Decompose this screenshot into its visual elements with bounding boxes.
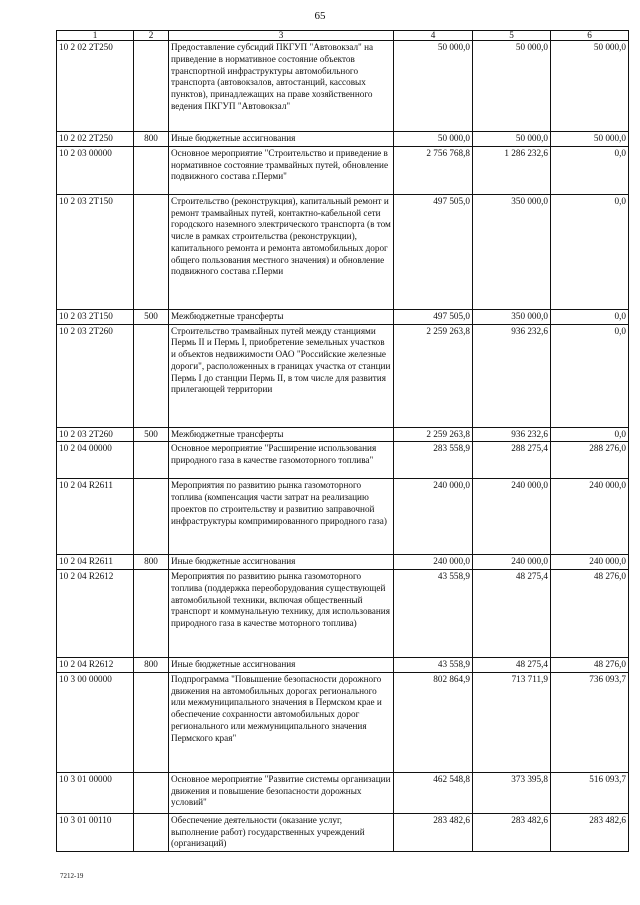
cell-name: Иные бюджетные ассигнования [169,658,394,673]
cell-expense-type [134,194,169,309]
cell-code: 10 2 04 R2612 [57,658,134,673]
cell-amount-year1: 240 000,0 [394,555,473,570]
cell-expense-type [134,570,169,658]
cell-amount-year2: 240 000,0 [473,555,551,570]
cell-amount-year1: 2 259 263,8 [394,324,473,427]
cell-amount-year3: 0,0 [551,427,629,442]
cell-amount-year1: 497 505,0 [394,309,473,324]
cell-amount-year2: 350 000,0 [473,194,551,309]
cell-amount-year1: 43 558,9 [394,658,473,673]
table-row [57,427,629,442]
cell-expense-type [134,813,169,851]
cell-name: Подпрограмма "Повышение безопасности дорожного движения на автомобильных дорогах регионального или межмуниципального значения в Пермском крае и обеспечение сохранности автомобильных дорог регионального или межмуниципального значения Пермского края" [169,672,394,772]
cell-amount-year2: 48 275,4 [473,570,551,658]
cell-name: Строительство трамвайных путей между станциями Пермь II и Пермь I, приобретение земельных участков и объектов недвижимости ОАО "Российские железные дороги", расположенных в границах участка от станции Пермь I до станции Пермь II, в том числе для развития прилегающей территории [169,324,394,427]
cell-amount-year1: 2 756 768,8 [394,146,473,194]
cell-expense-type [134,479,169,555]
budget-table [56,30,629,852]
cell-amount-year1: 497 505,0 [394,194,473,309]
column-header: 4 [394,31,473,41]
cell-amount-year1: 283 482,6 [394,813,473,851]
cell-expense-type [134,41,169,132]
cell-amount-year1: 50 000,0 [394,41,473,132]
cell-amount-year2: 288 275,4 [473,442,551,479]
cell-name: Основное мероприятие "Расширение использования природного газа в качестве газомоторного топлива" [169,442,394,479]
column-header: 6 [551,31,629,41]
cell-expense-type [134,146,169,194]
cell-amount-year3: 288 276,0 [551,442,629,479]
cell-name: Основное мероприятие "Строительство и приведение в нормативное состояние трамвайных путей, обновление подвижного состава г.Перми" [169,146,394,194]
cell-expense-type: 800 [134,658,169,673]
cell-code: 10 2 04 00000 [57,442,134,479]
cell-amount-year3: 0,0 [551,324,629,427]
cell-amount-year3: 240 000,0 [551,479,629,555]
table-row [57,324,629,427]
cell-amount-year1: 283 558,9 [394,442,473,479]
column-header: 2 [134,31,169,41]
cell-amount-year1: 802 864,9 [394,672,473,772]
cell-amount-year3: 736 093,7 [551,672,629,772]
table-row [57,479,629,555]
cell-amount-year3: 0,0 [551,146,629,194]
column-header: 5 [473,31,551,41]
table-row [57,555,629,570]
table-row [57,309,629,324]
cell-amount-year3: 240 000,0 [551,555,629,570]
cell-amount-year2: 713 711,9 [473,672,551,772]
cell-amount-year2: 48 275,4 [473,658,551,673]
cell-amount-year3: 50 000,0 [551,41,629,132]
table-row [57,658,629,673]
cell-expense-type: 800 [134,132,169,147]
cell-code: 10 3 01 00000 [57,772,134,813]
cell-code: 10 2 02 2Т250 [57,41,134,132]
table-row [57,194,629,309]
cell-expense-type [134,672,169,772]
cell-amount-year3: 516 093,7 [551,772,629,813]
cell-name: Предоставление субсидий ПКГУП "Автовокзал" на приведение в нормативное состояние объектов транспортной инфраструктуры автомобильного транспорта (автовокзалов, автостанций, кассовых пунктов), принадлежащих на праве хозяйственного ведения ПКГУП "Автовокзал" [169,41,394,132]
cell-amount-year1: 240 000,0 [394,479,473,555]
cell-expense-type: 500 [134,427,169,442]
cell-code: 10 2 03 2Т150 [57,309,134,324]
cell-code: 10 2 04 R2611 [57,555,134,570]
cell-amount-year2: 936 232,6 [473,324,551,427]
cell-name: Обеспечение деятельности (оказание услуг, выполнение работ) государственных учреждений (организаций) [169,813,394,851]
cell-amount-year3: 0,0 [551,194,629,309]
cell-expense-type: 800 [134,555,169,570]
column-header: 1 [57,31,134,41]
cell-amount-year2: 50 000,0 [473,132,551,147]
cell-expense-type: 500 [134,309,169,324]
cell-amount-year2: 240 000,0 [473,479,551,555]
table-row [57,132,629,147]
cell-code: 10 3 00 00000 [57,672,134,772]
table-row [57,146,629,194]
cell-code: 10 2 03 2Т260 [57,427,134,442]
column-header: 3 [169,31,394,41]
cell-expense-type [134,442,169,479]
cell-code: 10 2 03 2Т150 [57,194,134,309]
cell-name: Мероприятия по развитию рынка газомоторного топлива (поддержка переоборудования существующей автомобильной техники, включая общественный транспорт и коммунальную технику, для использования природного газа в качестве моторного топлива) [169,570,394,658]
cell-amount-year1: 462 548,8 [394,772,473,813]
cell-amount-year2: 50 000,0 [473,41,551,132]
cell-name: Строительство (реконструкция), капитальный ремонт и ремонт трамвайных путей, контактно-кабельной сети городского наземного электрического транспорта (в том числе в рамках строительства (реконструкции), капитального ремонта и ремонта автомобильных дорог общего пользования местного значения) и обновление подвижного состава г.Перми [169,194,394,309]
cell-name: Иные бюджетные ассигнования [169,555,394,570]
table-row [57,772,629,813]
cell-amount-year2: 936 232,6 [473,427,551,442]
cell-name: Межбюджетные трансферты [169,309,394,324]
cell-code: 10 2 02 2Т250 [57,132,134,147]
cell-amount-year3: 48 276,0 [551,658,629,673]
header-row [57,31,629,41]
cell-amount-year2: 283 482,6 [473,813,551,851]
cell-code: 10 2 04 R2611 [57,479,134,555]
cell-name: Иные бюджетные ассигнования [169,132,394,147]
table-row [57,813,629,851]
page-number: 65 [314,10,326,22]
cell-amount-year3: 283 482,6 [551,813,629,851]
table-row [57,41,629,132]
cell-amount-year3: 0,0 [551,309,629,324]
cell-amount-year2: 1 286 232,6 [473,146,551,194]
cell-amount-year1: 50 000,0 [394,132,473,147]
cell-expense-type [134,772,169,813]
cell-name: Мероприятия по развитию рынка газомоторного топлива (компенсация части затрат на реализацию проектов по строительству и развитию заправочной инфраструктуры компримированного природного газа) [169,479,394,555]
cell-amount-year2: 373 395,8 [473,772,551,813]
cell-code: 10 2 03 2Т260 [57,324,134,427]
cell-code: 10 3 01 00110 [57,813,134,851]
document-code: 7212-19 [60,872,84,880]
cell-code: 10 2 03 00000 [57,146,134,194]
table-row [57,570,629,658]
cell-amount-year3: 50 000,0 [551,132,629,147]
cell-amount-year2: 350 000,0 [473,309,551,324]
cell-code: 10 2 04 R2612 [57,570,134,658]
table-row [57,672,629,772]
cell-amount-year3: 48 276,0 [551,570,629,658]
cell-name: Межбюджетные трансферты [169,427,394,442]
cell-amount-year1: 43 558,9 [394,570,473,658]
cell-name: Основное мероприятие "Развитие системы организации движения и повышение безопасности дорожных условий" [169,772,394,813]
cell-amount-year1: 2 259 263,8 [394,427,473,442]
cell-expense-type [134,324,169,427]
table-row [57,442,629,479]
